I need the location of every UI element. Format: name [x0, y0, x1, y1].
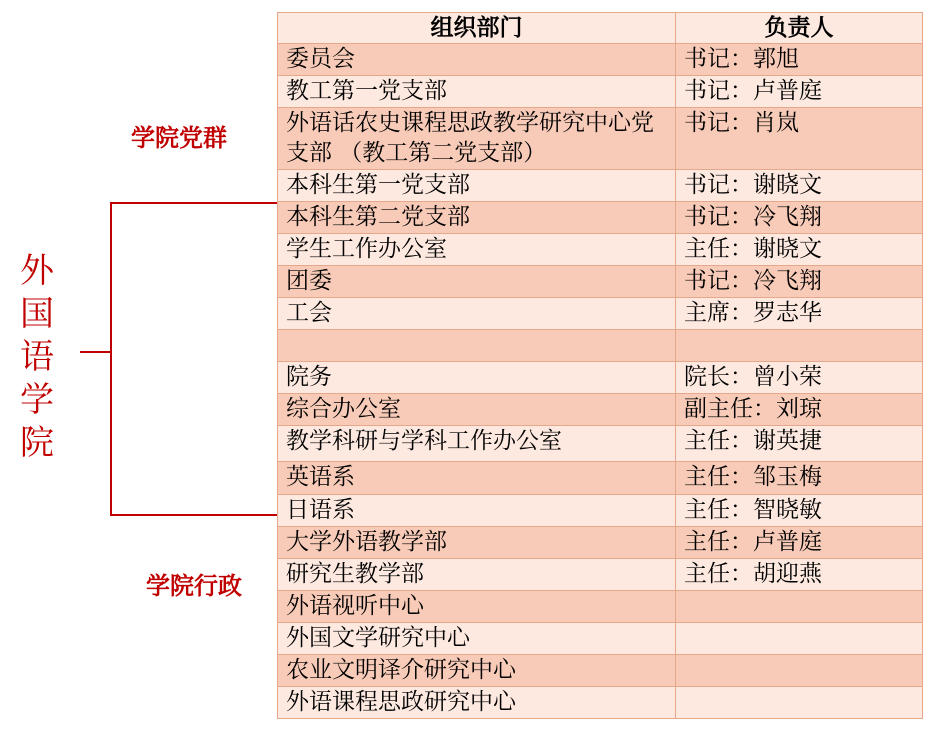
department-cell: 团委 — [278, 266, 676, 298]
header-department: 组织部门 — [278, 13, 676, 44]
table-row — [278, 108, 923, 170]
org-title-char: 国 — [20, 294, 54, 334]
bracket-top-arm — [110, 202, 277, 204]
table-row-spacer — [278, 330, 923, 362]
table-row — [278, 76, 923, 108]
leader-cell: 主任：谢晓文 — [676, 234, 923, 266]
leader-cell: 主任：胡迎燕 — [676, 559, 923, 591]
leader-cell: 院长：曾小荣 — [676, 362, 923, 394]
leader-cell: 书记：谢晓文 — [676, 170, 923, 202]
leader-cell — [676, 591, 923, 623]
department-cell: 外语话农史课程思政教学研究中心党支部 （教工第二党支部） — [278, 108, 676, 170]
table-row — [278, 266, 923, 298]
table-row — [278, 527, 923, 559]
leader-cell: 书记：冷飞翔 — [676, 266, 923, 298]
department-cell: 农业文明译介研究中心 — [278, 655, 676, 687]
table-row — [278, 687, 923, 719]
department-cell: 外语课程思政研究中心 — [278, 687, 676, 719]
bracket-spine — [110, 202, 112, 516]
bracket-stem — [80, 351, 112, 353]
org-title-char: 学 — [20, 380, 54, 420]
leader-cell: 副主任：刘琼 — [676, 394, 923, 426]
leader-cell: 书记：冷飞翔 — [676, 202, 923, 234]
table-row — [278, 44, 923, 76]
table-row — [278, 234, 923, 266]
department-cell: 研究生教学部 — [278, 559, 676, 591]
leader-cell: 书记：卢普庭 — [676, 76, 923, 108]
org-title — [14, 250, 60, 465]
org-title-char: 院 — [20, 423, 54, 463]
table-header-row — [278, 13, 923, 44]
leader-cell: 书记：肖岚 — [676, 108, 923, 170]
leader-cell: 主席：罗志华 — [676, 298, 923, 330]
department-cell: 外国文学研究中心 — [278, 623, 676, 655]
department-cell: 大学外语教学部 — [278, 527, 676, 559]
table-row — [278, 559, 923, 591]
table-row — [278, 655, 923, 687]
department-cell: 教学科研与学科工作办公室 — [278, 426, 676, 462]
header-leader: 负责人 — [676, 13, 923, 44]
leader-cell: 主任：邹玉梅 — [676, 462, 923, 495]
department-cell: 本科生第一党支部 — [278, 170, 676, 202]
group-label-party: 学院党群 — [131, 124, 227, 152]
org-title-char: 语 — [20, 337, 54, 377]
leader-cell: 主任：卢普庭 — [676, 527, 923, 559]
leader-cell — [676, 687, 923, 719]
department-cell: 本科生第二党支部 — [278, 202, 676, 234]
leader-cell — [676, 623, 923, 655]
table-row — [278, 298, 923, 330]
department-cell: 工会 — [278, 298, 676, 330]
table-row — [278, 394, 923, 426]
department-cell: 院务 — [278, 362, 676, 394]
table-row — [278, 623, 923, 655]
department-cell: 综合办公室 — [278, 394, 676, 426]
bracket-bottom-arm — [110, 514, 277, 516]
table-row — [278, 170, 923, 202]
table-row — [278, 426, 923, 462]
table-row — [278, 495, 923, 527]
org-table — [277, 12, 923, 719]
department-cell: 教工第一党支部 — [278, 76, 676, 108]
department-cell: 委员会 — [278, 44, 676, 76]
leader-cell: 主任：智晓敏 — [676, 495, 923, 527]
department-cell: 英语系 — [278, 462, 676, 495]
department-cell: 日语系 — [278, 495, 676, 527]
leader-cell — [676, 655, 923, 687]
group-label-admin: 学院行政 — [146, 572, 242, 600]
table-row — [278, 591, 923, 623]
org-title-char: 外 — [20, 251, 54, 291]
leader-cell — [676, 330, 923, 362]
table-row — [278, 202, 923, 234]
leader-cell: 主任：谢英捷 — [676, 426, 923, 462]
table-row — [278, 462, 923, 495]
department-cell — [278, 330, 676, 362]
department-cell: 外语视听中心 — [278, 591, 676, 623]
table-row — [278, 362, 923, 394]
leader-cell: 书记：郭旭 — [676, 44, 923, 76]
department-cell: 学生工作办公室 — [278, 234, 676, 266]
